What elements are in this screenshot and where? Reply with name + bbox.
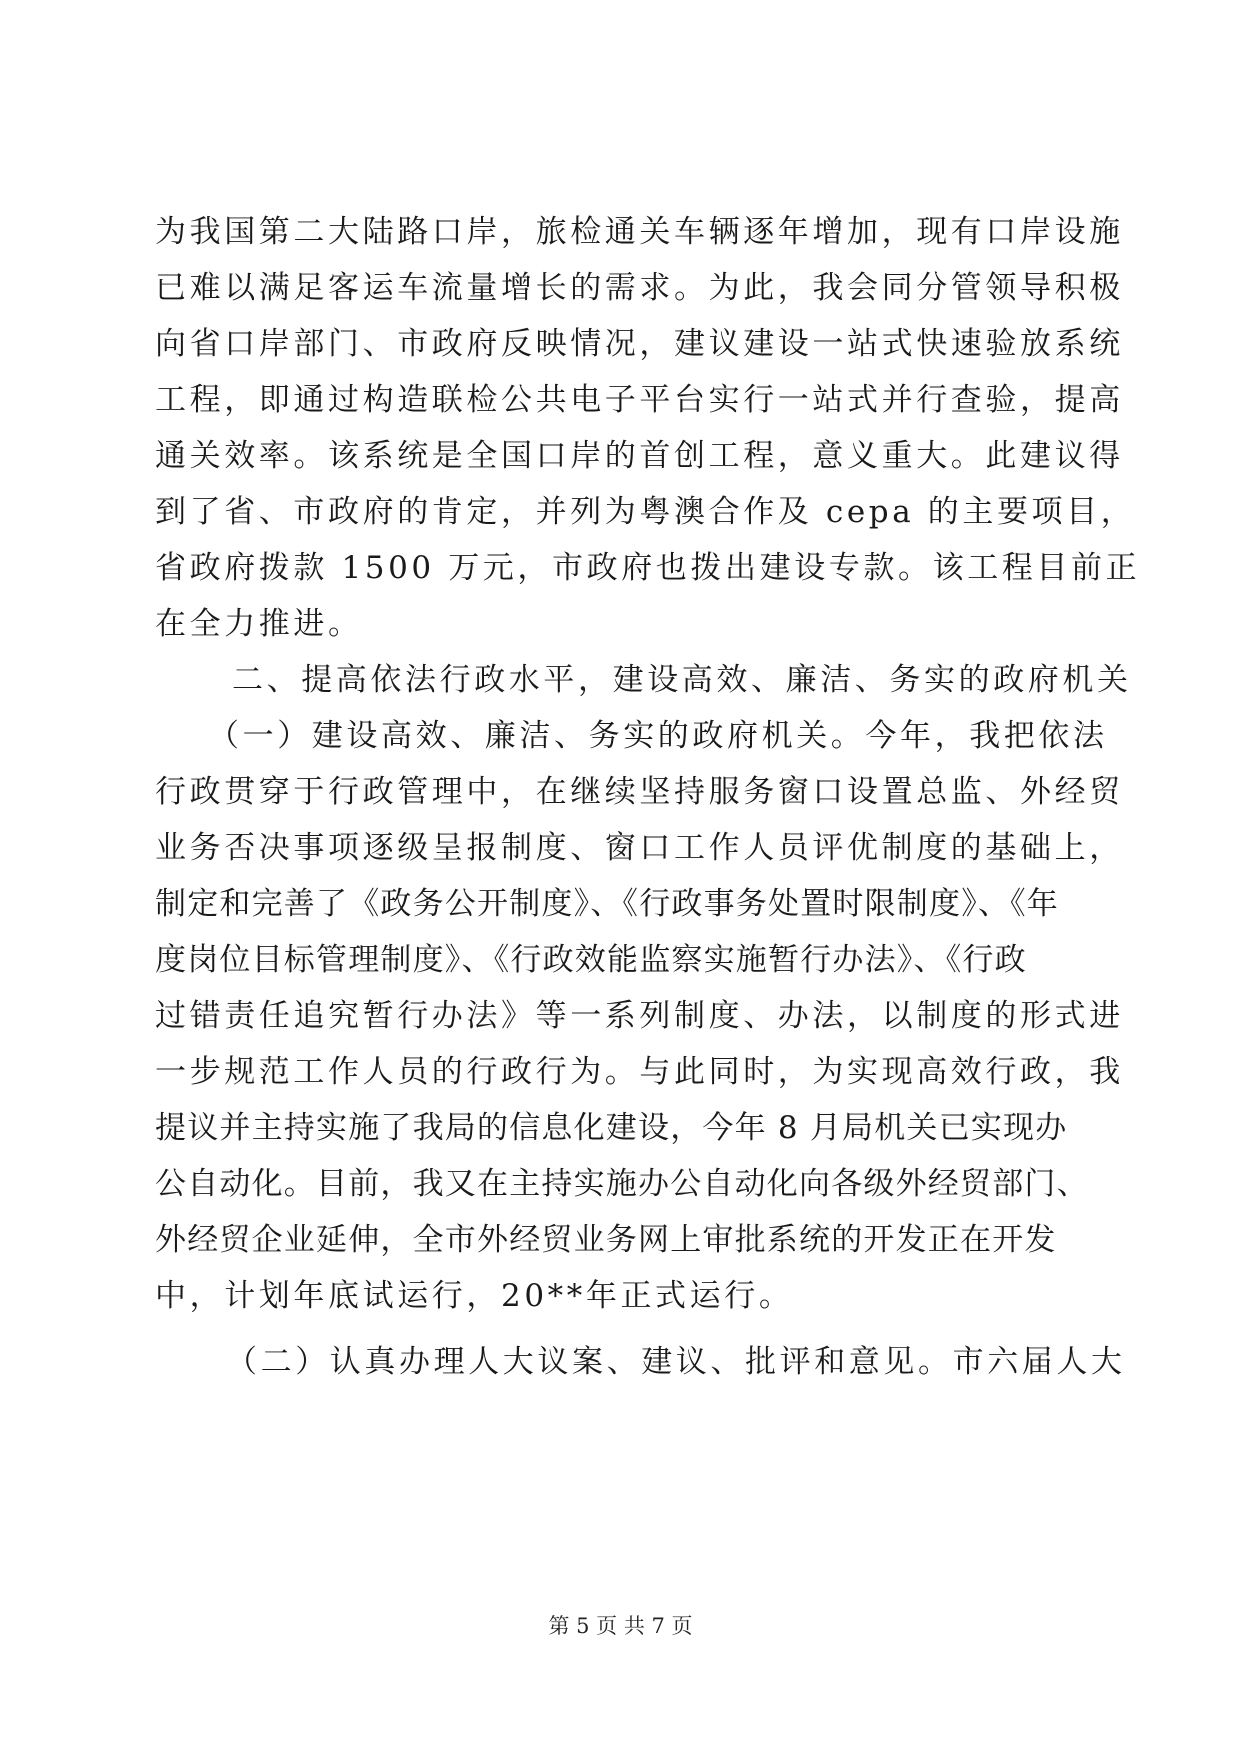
body-line-5: 通关效率。该系统是全国口岸的首创工程，意义重大。此建议得 (155, 438, 1124, 474)
body-line-4: 工程，即通过构造联检公共电子平台实行一站式并行查验，提高 (155, 382, 1124, 418)
body-line-3: 向省口岸部门、市政府反映情况，建议建设一站式快速验放系统 (155, 326, 1124, 362)
body-line-12: 业务否决事项逐级呈报制度、窗口工作人员评优制度的基础上， (155, 830, 1124, 866)
subsection-heading-1: （一）建设高效、廉洁、务实的政府机关。今年，我把依法 (208, 718, 1108, 754)
body-line-1: 为我国第二大陆路口岸，旅检通关车辆逐年增加，现有口岸设施 (155, 214, 1124, 250)
subsection-heading-2: （二）认真办理人大议案、建议、批评和意见。市六届人大 (226, 1344, 1126, 1380)
body-line-13: 制定和完善了《政务公开制度》、《行政事务处置时限制度》、《年 (155, 886, 1059, 922)
page-number-footer: 第 5 页 共 7 页 (548, 1614, 693, 1638)
body-line-18: 公自动化。目前，我又在主持实施办公自动化向各级外经贸部门、 (155, 1166, 1089, 1202)
body-line-14: 度岗位目标管理制度》、《行政效能监察实施暂行办法》、《行政 (155, 942, 1027, 978)
body-line-16: 一步规范工作人员的行政行为。与此同时，为实现高效行政，我 (155, 1054, 1124, 1090)
body-line-7: 省政府拨款 1500 万元，市政府也拨出建设专款。该工程目前正 (155, 550, 1141, 586)
body-line-20: 中，计划年底试运行，20**年正式运行。 (155, 1278, 794, 1314)
body-line-11: 行政贯穿于行政管理中，在继续坚持服务窗口设置总监、外经贸 (155, 774, 1124, 810)
body-line-15: 过错责任追究暂行办法》等一系列制度、办法，以制度的形式进 (155, 998, 1124, 1034)
section-heading-2: 二、提高依法行政水平，建设高效、廉洁、务实的政府机关 (232, 662, 1132, 698)
body-line-8: 在全力推进。 (155, 606, 363, 642)
body-line-6: 到了省、市政府的肯定，并列为粤澳合作及 cepa 的主要项目， (155, 494, 1136, 530)
body-line-19: 外经贸企业延伸，全市外经贸业务网上审批系统的开发正在开发 (155, 1222, 1057, 1258)
body-line-2: 已难以满足客运车流量增长的需求。为此，我会同分管领导积极 (155, 270, 1124, 306)
body-line-17: 提议并主持实施了我局的信息化建设，今年 8 月局机关已实现办 (155, 1110, 1068, 1146)
